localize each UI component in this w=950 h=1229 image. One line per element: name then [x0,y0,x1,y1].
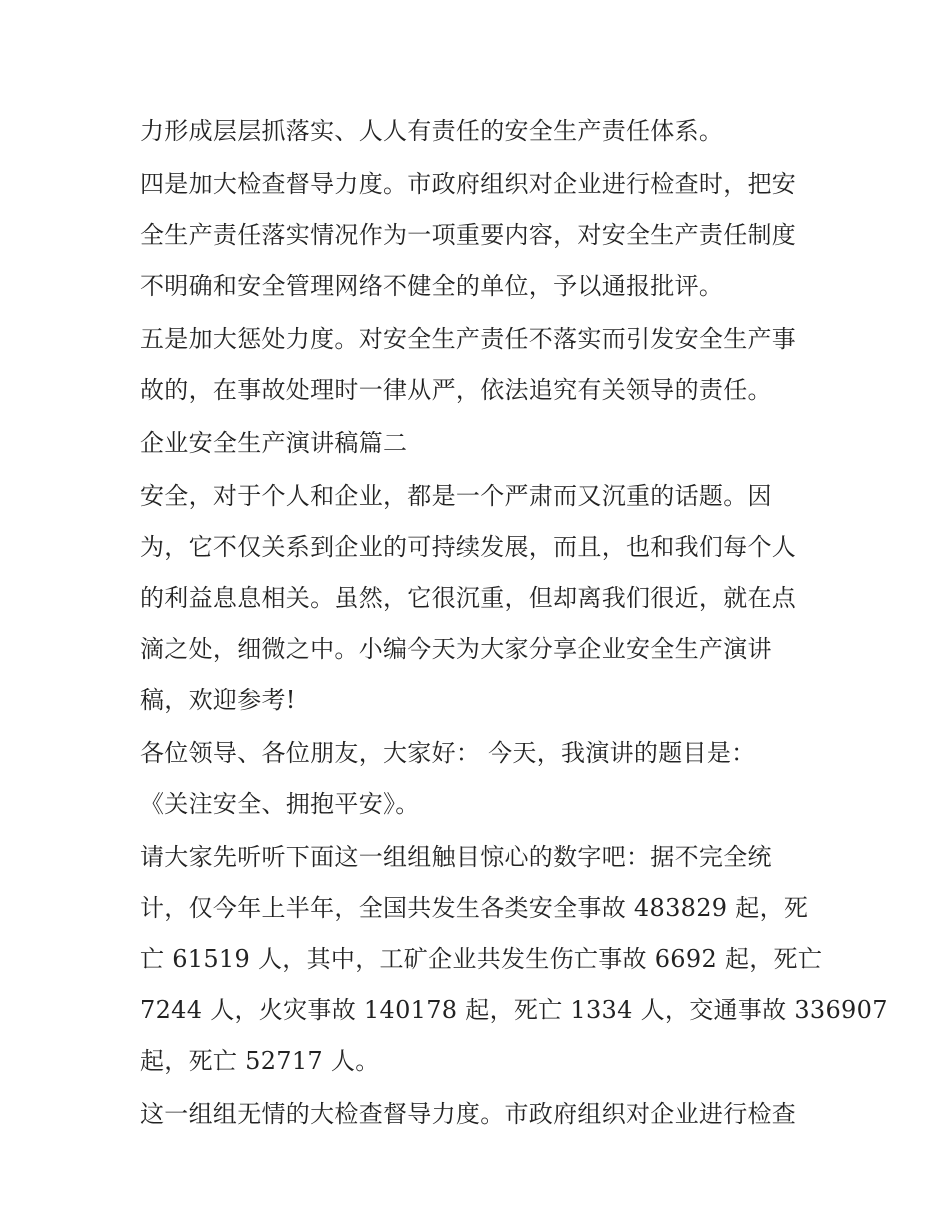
text-line: 为，它不仅关系到企业的可持续发展，而且，也和我们每个人 [140,533,797,561]
text-line: 五是加大惩处力度。对安全生产责任不落实而引发安全生产事 [140,325,797,353]
paragraph-1 [140,106,815,157]
paragraph-3 [140,314,815,416]
paragraph-2 [140,159,815,312]
text-line: 四是加大检查督导力度。市政府组织对企业进行检查时，把安 [140,170,797,198]
section-heading [140,418,815,469]
text-line: 不明确和安全管理网络不健全的单位，予以通报批评。 [140,272,724,300]
text-line: 7244 人，火灾事故 140178 起，死亡 1334 人，交通事故 336907 [140,996,888,1024]
text-line: 请大家先听听下面这一组组触目惊心的数字吧：据不完全统 [140,843,772,871]
text-line: 亡 61519 人，其中，工矿企业共发生伤亡事故 6692 起，死亡 [140,945,823,973]
text-line: 滴之处，细微之中。小编今天为大家分享企业安全生产演讲 [140,635,772,663]
text-line: 这一组组无情的大检查督导力度。市政府组织对企业进行检查 [140,1100,797,1128]
text-line: 《关注安全、拥抱平安》。 [140,790,420,818]
text-line: 力形成层层抓落实、人人有责任的安全生产责任体系。 [140,117,724,145]
text-line: 计，仅今年上半年，全国共发生各类安全事故 483829 起，死 [140,894,809,922]
text-line: 全生产责任落实情况作为一项重要内容，对安全生产责任制度 [140,221,797,249]
document-body [140,106,888,1140]
text-line: 故的，在事故处理时一律从严，依法追究有关领导的责任。 [140,376,772,404]
text-line: 起，死亡 52717 人。 [140,1047,380,1075]
text-line: 安全，对于个人和企业，都是一个严肃而又沉重的话题。因 [140,482,772,510]
paragraph-8 [140,1089,815,1140]
paragraph-5 [140,471,815,726]
paragraph-6 [140,728,815,830]
text-line: 的利益息息相关。虽然，它很沉重，但却离我们很近，就在点 [140,584,797,612]
paragraph-7 [140,832,888,1087]
text-line: 各位领导、各位朋友，大家好： 今天，我演讲的题目是： [140,739,756,767]
text-line: 稿，欢迎参考! [140,686,296,714]
heading-text: 企业安全生产演讲稿篇二 [140,429,408,457]
